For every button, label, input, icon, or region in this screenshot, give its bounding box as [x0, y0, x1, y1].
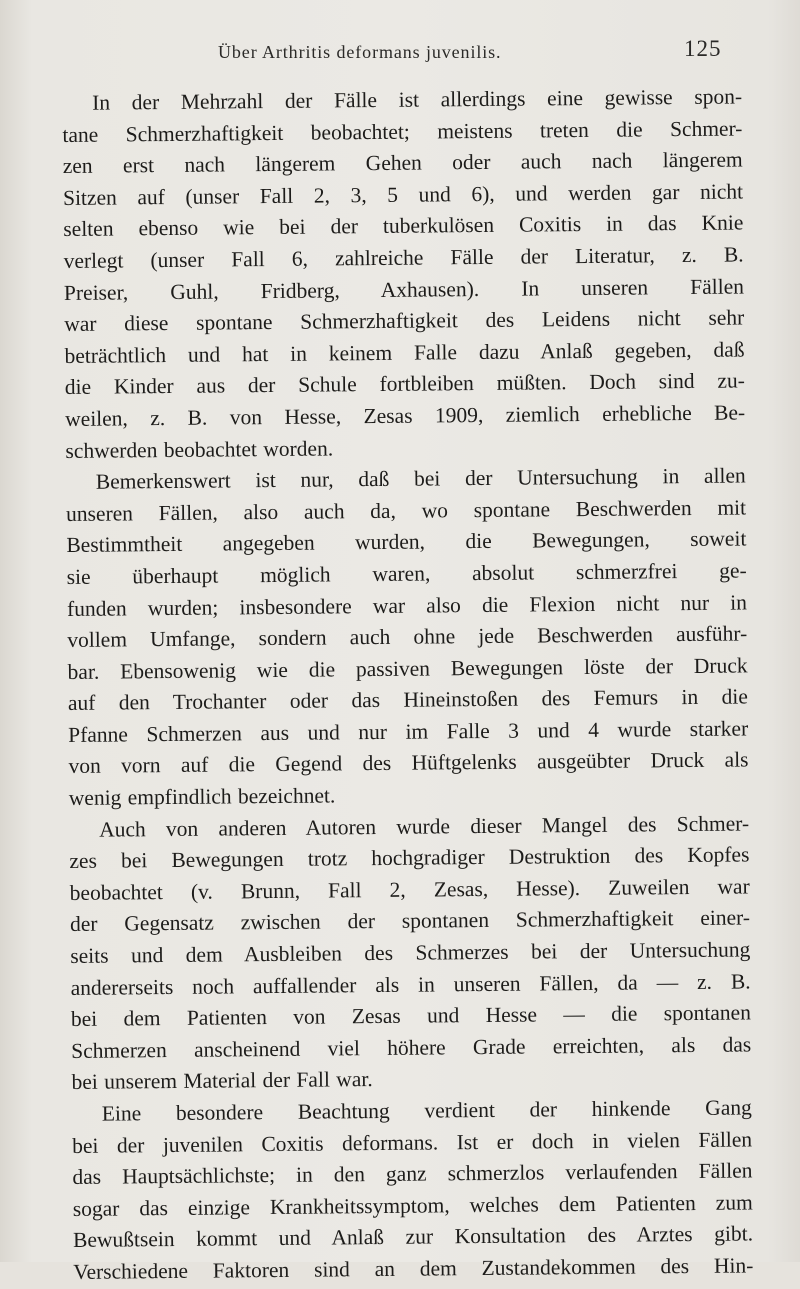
- text-line: die Kinder aus der Schule fortbleiben müßten. Doch sind zu-: [64, 368, 745, 400]
- text-line: zes bei Bewegungen trotz hochgradiger Destruktion des Kopfes: [69, 842, 750, 874]
- text-line: auf den Trochanter oder das Hineinstoßen des Femurs in die: [67, 684, 748, 716]
- text-line: der Gegensatz zwischen der spontanen Schmerzhaftigkeit einer-: [69, 905, 751, 937]
- text-line: Sitzen auf (unser Fall 2, 3, 5 und 6), und werden gar nicht: [62, 179, 744, 210]
- text-line: bei unserem Material der Fall war.: [71, 1067, 373, 1095]
- text-line: Eine besondere Beachtung verdient der hinkende Gang: [101, 1095, 752, 1126]
- text-line: weilen, z. B. von Hesse, Zesas 1909, ziemlich erhebliche Be-: [65, 400, 746, 431]
- text-line: bar. Ebensowenig wie die passiven Bewegungen löste der Druck: [67, 653, 748, 684]
- text-line: selten ebenso wie bei der tuberkulösen Coxitis in das Knie: [63, 210, 744, 242]
- text-line: schwerden beobachtet worden.: [65, 435, 334, 463]
- text-line: Verschiedene Faktoren sind an dem Zustandekommen des Hin-: [73, 1253, 754, 1284]
- text-line: andererseits noch auffallender als in unseren Fällen, da — z. B.: [70, 969, 751, 1000]
- text-line: Preiser, Guhl, Fridberg, Axhausen). In unseren Fällen: [63, 274, 745, 305]
- text-line: Bemerkenswert ist nur, daß bei der Untersuchung in allen: [95, 463, 746, 494]
- text-line: beträchtlich und hat in keinem Falle dazu Anlaß gegeben, daß: [64, 337, 745, 368]
- text-line: Bewußtsein kommt und Anlaß zur Konsultation des Arztes gibt.: [72, 1221, 754, 1253]
- body-text: [62, 81, 753, 1288]
- text-line: Schmerzen anscheinend viel höhere Grade erreichten, als das: [71, 1032, 752, 1063]
- text-line: tane Schmerzhaftigkeit beobachtet; meistens treten die Schmer-: [62, 116, 743, 147]
- text-line: das Hauptsächlichste; in den ganz schmerzlos verlaufenden Fällen: [72, 1158, 753, 1190]
- text-line: seits und dem Ausbleiben des Schmerzes bei der Untersuchung: [70, 937, 751, 968]
- page-number: 125: [684, 36, 722, 61]
- text-line: unseren Fällen, also auch da, wo spontane Beschwerden mit: [65, 495, 747, 526]
- running-title: Über Arthritis deformans juvenilis.: [218, 42, 502, 62]
- text-line: vollem Umfange, sondern auch ohne jede Beschwerden ausführ-: [67, 621, 748, 653]
- text-line: sie überhaupt möglich waren, absolut schmerzfrei ge-: [66, 558, 747, 589]
- text-line: In der Mehrzahl der Fälle ist allerdings eine gewisse spon-: [92, 84, 743, 115]
- text-line: sogar das einzige Krankheitssymptom, welches dem Patienten zum: [72, 1190, 753, 1221]
- text-line: Pfanne Schmerzen aus und nur im Falle 3 und 4 wurde starker: [68, 716, 749, 747]
- text-line: war diese spontane Schmerzhaftigkeit des Leidens nicht sehr: [64, 305, 745, 337]
- text-line: bei der juvenilen Coxitis deformans. Ist er doch in vielen Fällen: [72, 1127, 753, 1158]
- text-line: bei dem Patienten von Zesas und Hesse — die spontanen: [70, 1000, 752, 1032]
- text-line: Bestimmtheit angegeben wurden, die Bewegungen, soweit: [66, 526, 747, 558]
- text-line: funden wurden; insbesondere war also die Flexion nicht nur in: [66, 589, 748, 621]
- text-line: beobachtet (v. Brunn, Fall 2, Zesas, Hesse). Zuweilen war: [69, 874, 750, 905]
- text-line: zen erst nach längerem Gehen oder auch nach längerem: [62, 147, 743, 179]
- text-line: Auch von anderen Autoren wurde dieser Mangel des Schmer-: [99, 811, 750, 842]
- text-line: wenig empfindlich bezeichnet.: [68, 783, 336, 811]
- text-line: von vorn auf die Gegend des Hüftgelenks ausgeübter Druck als: [68, 747, 749, 779]
- text-line: verlegt (unser Fall 6, zahlreiche Fälle der Literatur, z. B.: [63, 242, 744, 273]
